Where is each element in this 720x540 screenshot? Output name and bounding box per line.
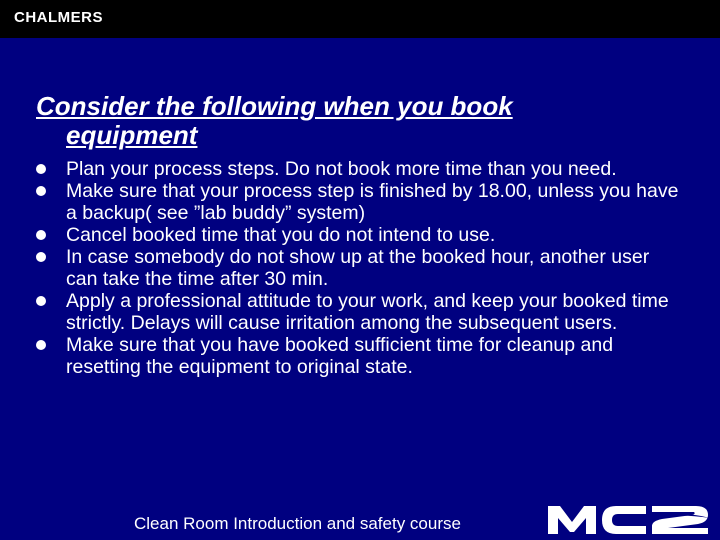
bullet-icon <box>36 296 46 306</box>
bullet-text: Plan your process steps. Do not book more time than you need. <box>66 158 617 180</box>
list-item <box>36 246 686 290</box>
slide-title-line2: equipment <box>66 120 198 150</box>
bullet-text: In case somebody do not show up at the booked hour, another user can take the time after 30 min. <box>66 246 650 290</box>
bullet-icon <box>36 252 46 262</box>
bullet-icon <box>36 230 46 240</box>
brand-logo-text: CHALMERS <box>14 9 103 26</box>
bullet-text: Apply a professional attitude to your work, and keep your booked time strictly. Delays will cause irritation among the subsequent users. <box>66 290 669 334</box>
list-item <box>36 334 686 378</box>
list-item <box>36 290 686 334</box>
bullet-text: Cancel booked time that you do not intend to use. <box>66 224 496 246</box>
bullet-icon <box>36 164 46 174</box>
bullet-icon <box>36 340 46 350</box>
list-item <box>36 158 686 180</box>
bullet-text: Make sure that you have booked sufficient time for cleanup and resetting the equipment to original state. <box>66 334 614 378</box>
list-item <box>36 180 686 224</box>
mc2-logo <box>546 502 711 536</box>
slide-title <box>36 92 676 150</box>
bullet-text: Make sure that your process step is finished by 18.00, unless you have a backup( see ”lab buddy” system) <box>66 180 679 224</box>
bullet-icon <box>36 186 46 196</box>
slide-title-line1: Consider the following when you book <box>36 91 513 121</box>
footer-caption: Clean Room Introduction and safety course <box>134 514 461 533</box>
list-item <box>36 224 686 246</box>
top-bar <box>0 0 720 38</box>
bullet-list <box>36 158 686 378</box>
